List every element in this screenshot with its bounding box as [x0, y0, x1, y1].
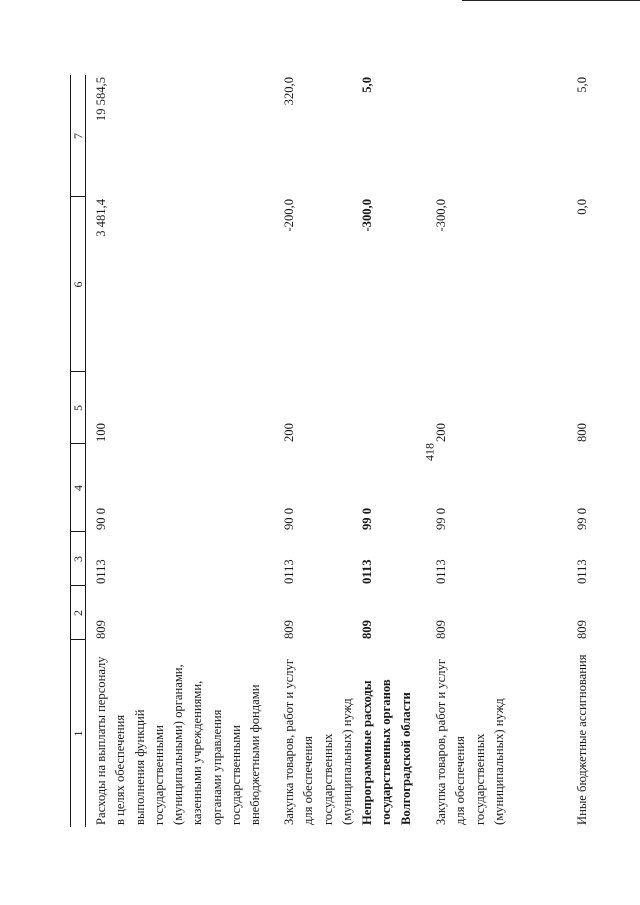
- header-cell-7: 7: [71, 133, 85, 139]
- cell-c7: 5,0: [575, 77, 589, 93]
- cell-c2: 809: [434, 620, 448, 639]
- description-line: Закупка товаров, работ и услуг: [434, 659, 448, 825]
- description-line: государственных: [320, 733, 335, 825]
- description-line: (муниципальными) органами,: [171, 664, 186, 825]
- header-cell-3: 3: [71, 556, 85, 562]
- top-edge-rule: [462, 0, 640, 1]
- cell-c4: 99 0: [575, 507, 589, 530]
- header-cell-1: 1: [71, 730, 85, 737]
- description-line: государственными: [229, 725, 244, 825]
- cell-c3: 0113: [434, 559, 448, 584]
- page-number: 418: [422, 443, 437, 461]
- description-line: органами управления: [209, 709, 224, 825]
- description-line: государственными: [151, 725, 166, 825]
- description-line: для обеспечения: [301, 736, 316, 825]
- cell-c6: -200,0: [282, 199, 296, 232]
- cell-c4: 90 0: [94, 507, 108, 530]
- description-line: казенными учреждениями,: [190, 680, 205, 825]
- cell-c4: 90 0: [282, 507, 296, 530]
- description-line: внебюджетными фондами: [248, 684, 263, 825]
- description-line: (муниципальных) нужд: [491, 698, 506, 825]
- cell-c6: 0,0: [575, 199, 589, 215]
- cell-c5: 100: [94, 423, 108, 442]
- header-cell-6: 6: [71, 281, 85, 288]
- cell-c5: 200: [282, 423, 296, 442]
- cell-c3: 0113: [94, 559, 108, 584]
- description-line: Непрограммные расходы: [360, 680, 374, 825]
- description-line: Расходы на выплаты персоналу: [94, 656, 108, 825]
- description-line: в целях обеспечения: [113, 714, 128, 825]
- header-cell-2: 2: [71, 610, 85, 616]
- cell-c5: 200: [434, 423, 448, 442]
- cell-c2: 809: [575, 620, 589, 639]
- cell-c4: 99 0: [360, 507, 374, 530]
- header-cell-4: 4: [71, 485, 85, 491]
- description-line: Иные бюджетные ассигнования: [575, 654, 589, 825]
- cell-c3: 0113: [575, 559, 589, 584]
- row-description: [432, 642, 509, 825]
- description-line: (муниципальных) нужд: [339, 698, 354, 825]
- cell-c2: 809: [282, 620, 296, 639]
- cell-c5: 800: [575, 423, 589, 442]
- description-line: Волгоградской области: [398, 692, 413, 825]
- description-line: выполнения функций: [132, 709, 147, 825]
- description-line: для обеспечения: [453, 736, 468, 825]
- row-description: [92, 642, 266, 825]
- cell-c3: 0113: [360, 559, 374, 584]
- cell-c7: 5,0: [360, 77, 374, 93]
- cell-c6: -300,0: [360, 199, 374, 232]
- budget-table: [70, 75, 589, 827]
- cell-c7: 320,0: [282, 77, 296, 106]
- cell-c2: 809: [94, 620, 108, 639]
- cell-c7: 19 584,5: [94, 77, 108, 122]
- description-line: Закупка товаров, работ и услуг: [282, 659, 296, 825]
- cell-c6: -300,0: [434, 199, 448, 232]
- cell-c3: 0113: [282, 559, 296, 584]
- header-bottom-rule: [85, 75, 86, 827]
- cell-c4: 99 0: [434, 507, 448, 530]
- cell-c2: 809: [360, 620, 374, 639]
- cell-c6: 3 481,4: [94, 199, 108, 237]
- row-description: [280, 642, 357, 825]
- header-cell-5: 5: [71, 405, 85, 411]
- description-line: государственных: [472, 733, 487, 825]
- row-description: [573, 642, 592, 825]
- description-line: государственных органов: [379, 679, 394, 825]
- row-description: [358, 642, 416, 825]
